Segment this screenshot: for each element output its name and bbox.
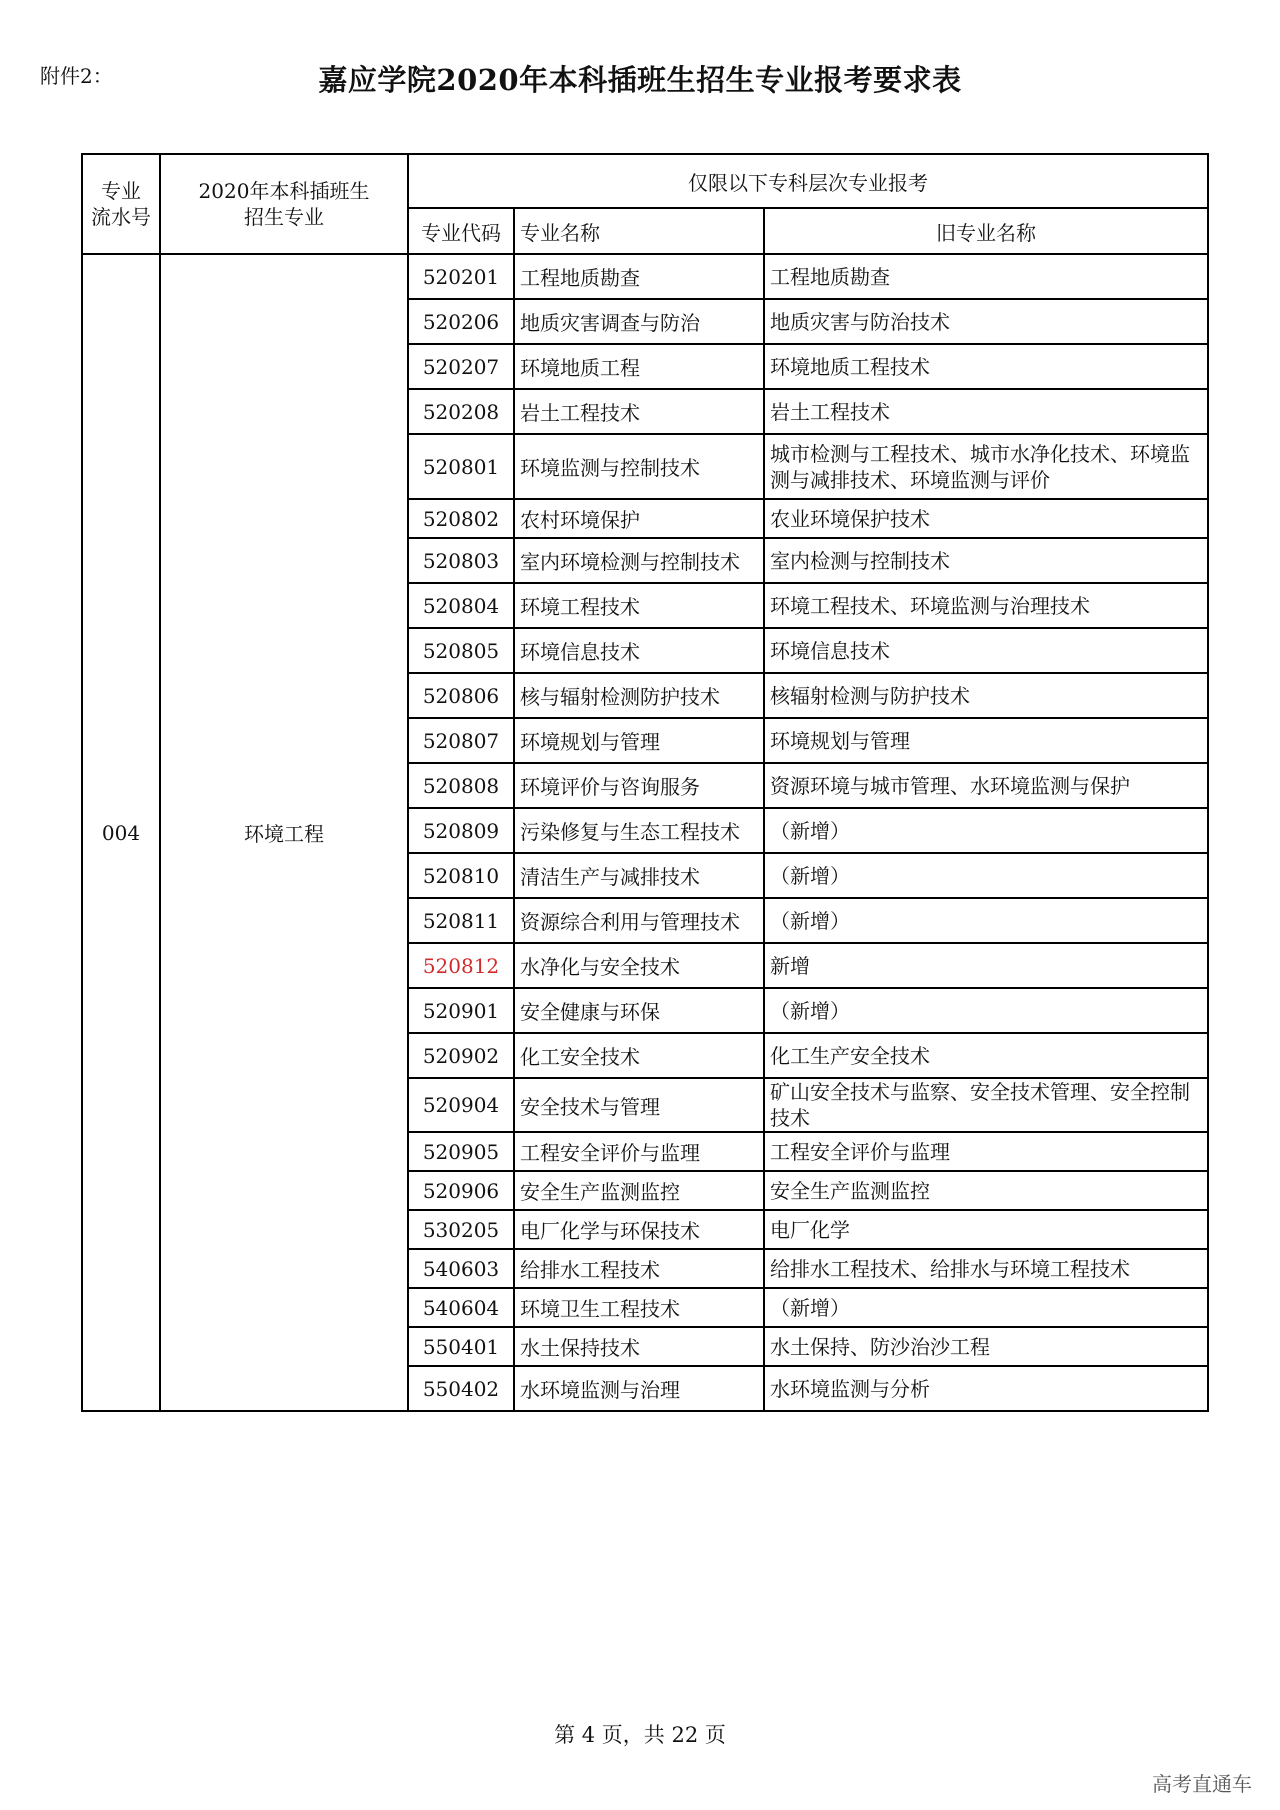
old-name-cell: 核辐射检测与防护技术 xyxy=(764,673,1208,718)
header-code: 专业代码 xyxy=(408,208,514,254)
old-name-cell: 室内检测与控制技术 xyxy=(764,538,1208,583)
old-name-cell: （新增） xyxy=(764,1288,1208,1327)
old-name-cell: 环境规划与管理 xyxy=(764,718,1208,763)
name-cell: 农村环境保护 xyxy=(514,499,764,538)
old-name-cell: 环境信息技术 xyxy=(764,628,1208,673)
code-cell: 540604 xyxy=(408,1288,514,1327)
code-cell: 520904 xyxy=(408,1078,514,1132)
old-name-cell: 矿山安全技术与监察、安全技术管理、安全控制技术 xyxy=(764,1078,1208,1132)
old-name-cell: 水环境监测与分析 xyxy=(764,1366,1208,1411)
code-cell: 530205 xyxy=(408,1210,514,1249)
old-name-cell: 给排水工程技术、给排水与环境工程技术 xyxy=(764,1249,1208,1288)
code-cell: 520906 xyxy=(408,1171,514,1210)
name-cell: 清洁生产与减排技术 xyxy=(514,853,764,898)
old-name-cell: （新增） xyxy=(764,898,1208,943)
name-cell: 水土保持技术 xyxy=(514,1327,764,1366)
code-cell: 520208 xyxy=(408,389,514,434)
code-cell: 550402 xyxy=(408,1366,514,1411)
name-cell: 污染修复与生态工程技术 xyxy=(514,808,764,853)
name-cell: 核与辐射检测防护技术 xyxy=(514,673,764,718)
header-name: 专业名称 xyxy=(514,208,764,254)
name-cell: 安全技术与管理 xyxy=(514,1078,764,1132)
old-name-cell: 安全生产监测监控 xyxy=(764,1171,1208,1210)
code-cell: 520810 xyxy=(408,853,514,898)
code-cell: 520802 xyxy=(408,499,514,538)
name-cell: 水环境监测与治理 xyxy=(514,1366,764,1411)
old-name-cell: 工程地质勘查 xyxy=(764,254,1208,299)
code-cell: 520809 xyxy=(408,808,514,853)
name-cell: 环境地质工程 xyxy=(514,344,764,389)
page-title: 嘉应学院2020年本科插班生招生专业报考要求表 xyxy=(318,63,962,97)
old-name-cell: （新增） xyxy=(764,988,1208,1033)
old-name-cell: 城市检测与工程技术、城市水净化技术、环境监测与减排技术、环境监测与评价 xyxy=(764,434,1208,499)
old-name-cell: 地质灾害与防治技术 xyxy=(764,299,1208,344)
name-cell: 环境信息技术 xyxy=(514,628,764,673)
name-cell: 岩土工程技术 xyxy=(514,389,764,434)
header-old-name: 旧专业名称 xyxy=(764,208,1208,254)
old-name-cell: 新增 xyxy=(764,943,1208,988)
old-name-cell: （新增） xyxy=(764,808,1208,853)
name-cell: 环境规划与管理 xyxy=(514,718,764,763)
old-name-cell: 环境地质工程技术 xyxy=(764,344,1208,389)
old-name-cell: 环境工程技术、环境监测与治理技术 xyxy=(764,583,1208,628)
code-cell: 520807 xyxy=(408,718,514,763)
name-cell: 环境评价与咨询服务 xyxy=(514,763,764,808)
name-cell: 化工安全技术 xyxy=(514,1033,764,1078)
attachment-label: 附件2： xyxy=(40,64,113,88)
name-cell: 水净化与安全技术 xyxy=(514,943,764,988)
code-cell: 520902 xyxy=(408,1033,514,1078)
name-cell: 资源综合利用与管理技术 xyxy=(514,898,764,943)
name-cell: 安全生产监测监控 xyxy=(514,1171,764,1210)
watermark: 高考直通车 xyxy=(1152,1772,1252,1796)
header-major: 2020年本科插班生 招生专业 xyxy=(160,154,408,254)
old-name-cell: 化工生产安全技术 xyxy=(764,1033,1208,1078)
requirements-table xyxy=(81,153,1209,1412)
table-body xyxy=(82,254,1208,1411)
code-cell: 520207 xyxy=(408,344,514,389)
code-cell: 520806 xyxy=(408,673,514,718)
code-cell: 520812 xyxy=(408,943,514,988)
name-cell: 工程安全评价与监理 xyxy=(514,1132,764,1171)
old-name-cell: 电厂化学 xyxy=(764,1210,1208,1249)
name-cell: 环境监测与控制技术 xyxy=(514,434,764,499)
name-cell: 环境工程技术 xyxy=(514,583,764,628)
old-name-cell: 资源环境与城市管理、水环境监测与保护 xyxy=(764,763,1208,808)
code-cell: 520901 xyxy=(408,988,514,1033)
code-cell: 520206 xyxy=(408,299,514,344)
code-cell: 520905 xyxy=(408,1132,514,1171)
page-footer: 第 4 页，共 22 页 xyxy=(554,1723,726,1747)
code-cell: 520803 xyxy=(408,538,514,583)
header-limit: 仅限以下专科层次专业报考 xyxy=(408,154,1208,208)
code-cell: 520801 xyxy=(408,434,514,499)
name-cell: 室内环境检测与控制技术 xyxy=(514,538,764,583)
name-cell: 给排水工程技术 xyxy=(514,1249,764,1288)
old-name-cell: （新增） xyxy=(764,853,1208,898)
name-cell: 地质灾害调查与防治 xyxy=(514,299,764,344)
code-cell: 540603 xyxy=(408,1249,514,1288)
code-cell: 550401 xyxy=(408,1327,514,1366)
code-cell: 520811 xyxy=(408,898,514,943)
major-cell: 环境工程 xyxy=(160,254,408,1411)
header-serial: 专业 流水号 xyxy=(82,154,160,254)
serial-number-cell: 004 xyxy=(82,254,160,1411)
name-cell: 电厂化学与环保技术 xyxy=(514,1210,764,1249)
name-cell: 环境卫生工程技术 xyxy=(514,1288,764,1327)
name-cell: 工程地质勘查 xyxy=(514,254,764,299)
code-cell: 520804 xyxy=(408,583,514,628)
name-cell: 安全健康与环保 xyxy=(514,988,764,1033)
old-name-cell: 农业环境保护技术 xyxy=(764,499,1208,538)
code-cell: 520201 xyxy=(408,254,514,299)
old-name-cell: 工程安全评价与监理 xyxy=(764,1132,1208,1171)
code-cell: 520805 xyxy=(408,628,514,673)
table-row xyxy=(82,254,1208,299)
old-name-cell: 水土保持、防沙治沙工程 xyxy=(764,1327,1208,1366)
code-cell: 520808 xyxy=(408,763,514,808)
old-name-cell: 岩土工程技术 xyxy=(764,389,1208,434)
